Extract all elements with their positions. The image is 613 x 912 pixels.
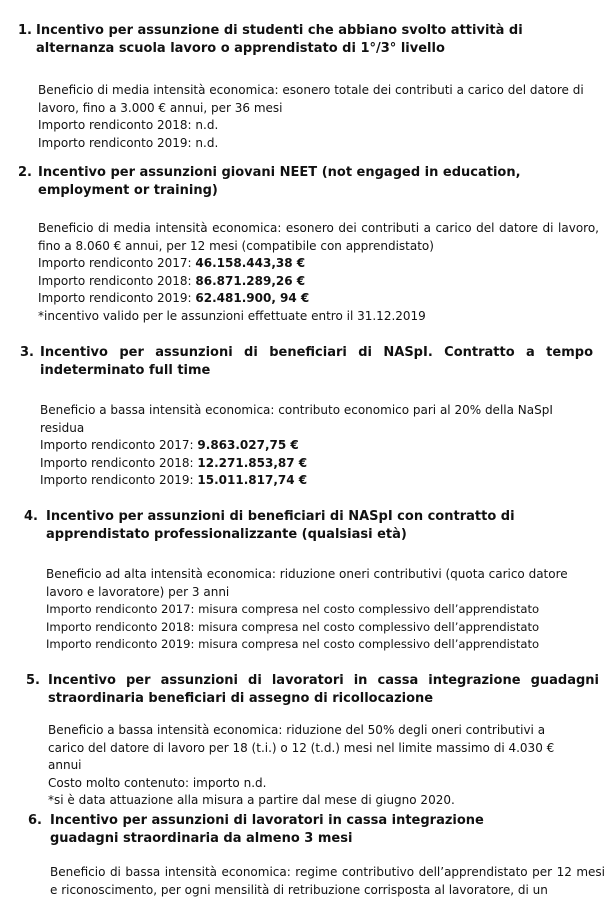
section-3 bbox=[0, 344, 613, 490]
section-number: 3. bbox=[20, 345, 34, 360]
amount-line: Importo rendiconto 2018: 86.871.289,26 € bbox=[38, 273, 306, 288]
section-heading: Incentivo per assunzioni di beneficiari di NASpI con contratto di apprendistato professionalizzante (qualsiasi età) bbox=[46, 509, 515, 542]
amount-line: Importo rendiconto 2017: misura compresa nel costo complessivo dell’apprendistato bbox=[46, 602, 540, 616]
amount-line: Importo rendiconto 2017: 9.863.027,75 € bbox=[40, 438, 299, 452]
amount-line: Importo rendiconto 2018: 12.271.853,87 € bbox=[40, 455, 308, 470]
benefit-description: Beneficio ad alta intensità economica: riduzione oneri contributivi (quota carico datore lavoro e lavoratore) per 3 anni bbox=[46, 567, 568, 599]
section-heading: Incentivo per assunzioni di lavoratori in cassa integrazione guadagni straordinaria beneficiari di assegno di ricollocazione bbox=[48, 673, 599, 706]
section-number: 6. bbox=[28, 813, 42, 828]
section-number: 2. bbox=[18, 165, 32, 180]
benefit-description: Beneficio di media intensità economica: esonero dei contributi a carico del datore di lavoro, fino a 8.060 € annui, per 12 mesi (compatibile con apprendistato) bbox=[38, 221, 599, 253]
amount-line: Importo rendiconto 2017: 46.158.443,38 € bbox=[38, 256, 306, 270]
amount-line: Importo rendiconto 2018: n.d. bbox=[38, 118, 219, 132]
amount-line: Importo rendiconto 2018: misura compresa nel costo complessivo dell’apprendistato bbox=[46, 619, 540, 634]
benefit-description: Beneficio di media intensità economica: esonero totale dei contributi a carico del datore di lavoro, fino a 3.000 € annui, per 36 mesi bbox=[38, 83, 584, 115]
section-title bbox=[0, 164, 613, 200]
footnote: *si è data attuazione alla misura a partire dal mese di giugno 2020. bbox=[48, 793, 455, 807]
footnote: *incentivo valido per le assunzioni effettuate entro il 31.12.2019 bbox=[38, 308, 426, 323]
section-body bbox=[0, 82, 613, 152]
section-number: 4. bbox=[24, 509, 38, 524]
section-heading: Incentivo per assunzioni giovani NEET (not engaged in education, employment or training) bbox=[38, 165, 521, 198]
section-body bbox=[0, 864, 613, 899]
section-body bbox=[0, 220, 613, 325]
amount-line: Importo rendiconto 2019: 62.481.900, 94 € bbox=[38, 291, 310, 305]
section-title bbox=[0, 344, 613, 380]
section-title bbox=[0, 812, 613, 848]
section-1 bbox=[0, 22, 613, 152]
section-title bbox=[0, 672, 613, 708]
section-heading: Incentivo per assunzioni di beneficiari di NASpI. Contratto a tempo indeterminato full time bbox=[40, 345, 593, 378]
section-5 bbox=[0, 672, 613, 810]
section-heading: Incentivo per assunzione di studenti che abbiano svolto attività di alternanza scuola lavoro o apprendistato di 1°/3° livello bbox=[36, 23, 523, 56]
section-2 bbox=[0, 164, 613, 325]
section-title bbox=[0, 22, 613, 58]
amount-line: Importo rendiconto 2019: n.d. bbox=[38, 135, 219, 150]
section-heading: Incentivo per assunzioni di lavoratori in cassa integrazione guadagni straordinaria da almeno 3 mesi bbox=[50, 813, 484, 846]
section-body bbox=[0, 566, 613, 654]
section-number: 1. bbox=[18, 23, 32, 38]
amount-line: Costo molto contenuto: importo n.d. bbox=[48, 775, 267, 790]
benefit-description: Beneficio di bassa intensità economica: regime contributivo dell’apprendistato per 12 mesi e riconoscimento, per ogni mensilità di retribuzione corrisposta al lavoratore, di un bbox=[50, 865, 605, 897]
benefit-description: Beneficio a bassa intensità economica: contributo economico pari al 20% della NaSpI residua bbox=[40, 403, 553, 435]
section-body bbox=[0, 402, 613, 490]
benefit-description: Beneficio a bassa intensità economica: riduzione del 50% degli oneri contributivi a carico del datore di lavoro per 18 (t.i.) o 12 (t.d.) mesi nel limite massimo di 4.030 € annui bbox=[48, 723, 555, 772]
section-4 bbox=[0, 508, 613, 654]
amount-line: Importo rendiconto 2019: 15.011.817,74 € bbox=[40, 473, 308, 487]
section-number: 5. bbox=[26, 673, 40, 688]
amount-line: Importo rendiconto 2019: misura compresa nel costo complessivo dell’apprendistato bbox=[46, 637, 540, 651]
section-title bbox=[0, 508, 613, 544]
section-6 bbox=[0, 812, 613, 899]
section-body bbox=[0, 722, 613, 810]
